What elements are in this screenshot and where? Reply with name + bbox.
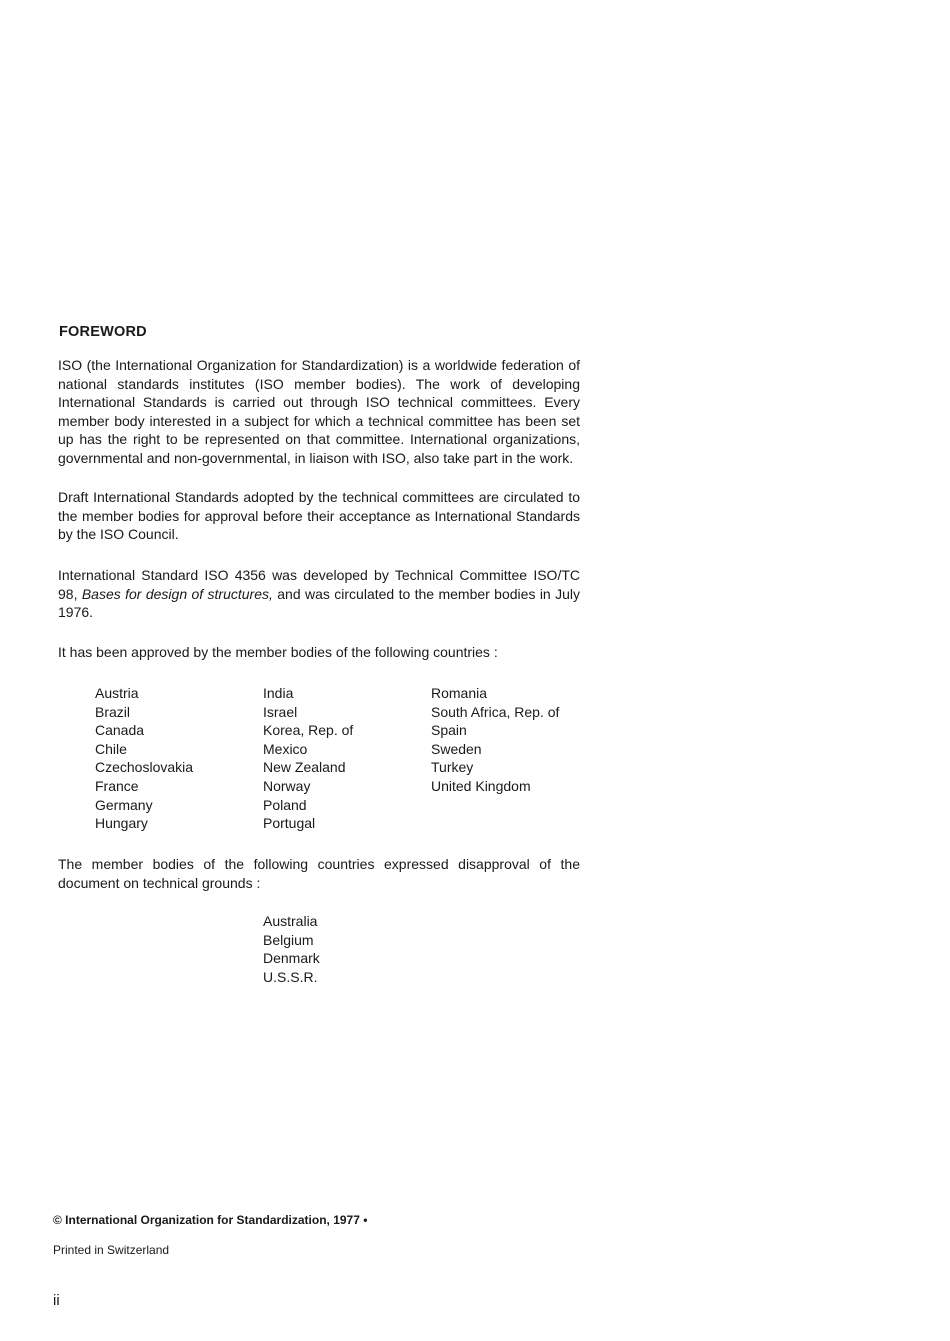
approving-countries-column-2 [263, 684, 353, 833]
foreword-paragraph-3 [58, 566, 580, 622]
country-item: Hungary [95, 815, 148, 832]
approving-countries-column-1 [95, 684, 193, 833]
foreword-heading: FOREWORD [59, 324, 147, 340]
country-item: Sweden [431, 740, 482, 757]
country-item: Norway [263, 777, 311, 794]
country-item: Austria [95, 685, 139, 701]
country-item: Germany [95, 796, 153, 813]
country-item: Czechoslovakia [95, 759, 194, 776]
foreword-paragraph-2: Draft International Standards adopted by the technical committees are circulated to the member bodies for approval before their acceptance as International Standards by the ISO Council. [58, 489, 580, 542]
country-item: New Zealand [263, 759, 346, 776]
committee-title: Bases for design of structures, [81, 585, 273, 602]
country-item: Brazil [95, 703, 131, 720]
country-item: Chile [95, 740, 127, 757]
country-item: Denmark [263, 950, 320, 967]
foreword-paragraph-1: ISO (the International Organization for Standardization) is a worldwide federation of national standards institutes (ISO member bodies). The work of developing International Standards is carried out through ISO technical committees. Every member body interested in a subject for which a technical committee has been set up has the right to be represented on that committee. International organizations, governmental and non-governmental, in liaison with ISO, also take part in the work. [58, 357, 580, 466]
country-item: Belgium [263, 931, 314, 948]
country-item: South Africa, Rep. of [431, 703, 560, 720]
country-item: Korea, Rep. of [263, 722, 354, 739]
country-item: U.S.S.R. [263, 968, 318, 985]
copyright-notice: © International Organization for Standardization, 1977 • [53, 1213, 368, 1227]
printed-notice: Printed in Switzerland [53, 1243, 170, 1257]
country-item: Turkey [431, 759, 474, 776]
country-item: Portugal [263, 815, 316, 832]
paragraph-3-text-end: and was circulated to the member bodies in July 1976. [58, 585, 580, 620]
country-item: Spain [431, 722, 467, 739]
country-item: Israel [263, 703, 298, 720]
paragraph-3-text-start: International Standard ISO 4356 was developed by Technical Committee ISO/TC 98, [58, 567, 580, 602]
country-item: Mexico [263, 740, 308, 757]
country-item: India [263, 685, 294, 701]
country-item: France [95, 777, 139, 794]
approving-countries-column-3 [431, 684, 559, 796]
foreword-paragraph-5: The member bodies of the following countries expressed disapproval of the document on technical grounds : [58, 856, 580, 891]
country-item: Poland [263, 796, 307, 813]
disapproving-countries-list [263, 912, 320, 986]
page-number: ii [53, 1292, 60, 1309]
country-item: United Kingdom [431, 777, 531, 794]
foreword-paragraph-4: It has been approved by the member bodies of the following countries : [58, 644, 498, 660]
country-item: Australia [263, 913, 318, 929]
country-item: Romania [431, 685, 488, 701]
country-item: Canada [95, 722, 145, 739]
